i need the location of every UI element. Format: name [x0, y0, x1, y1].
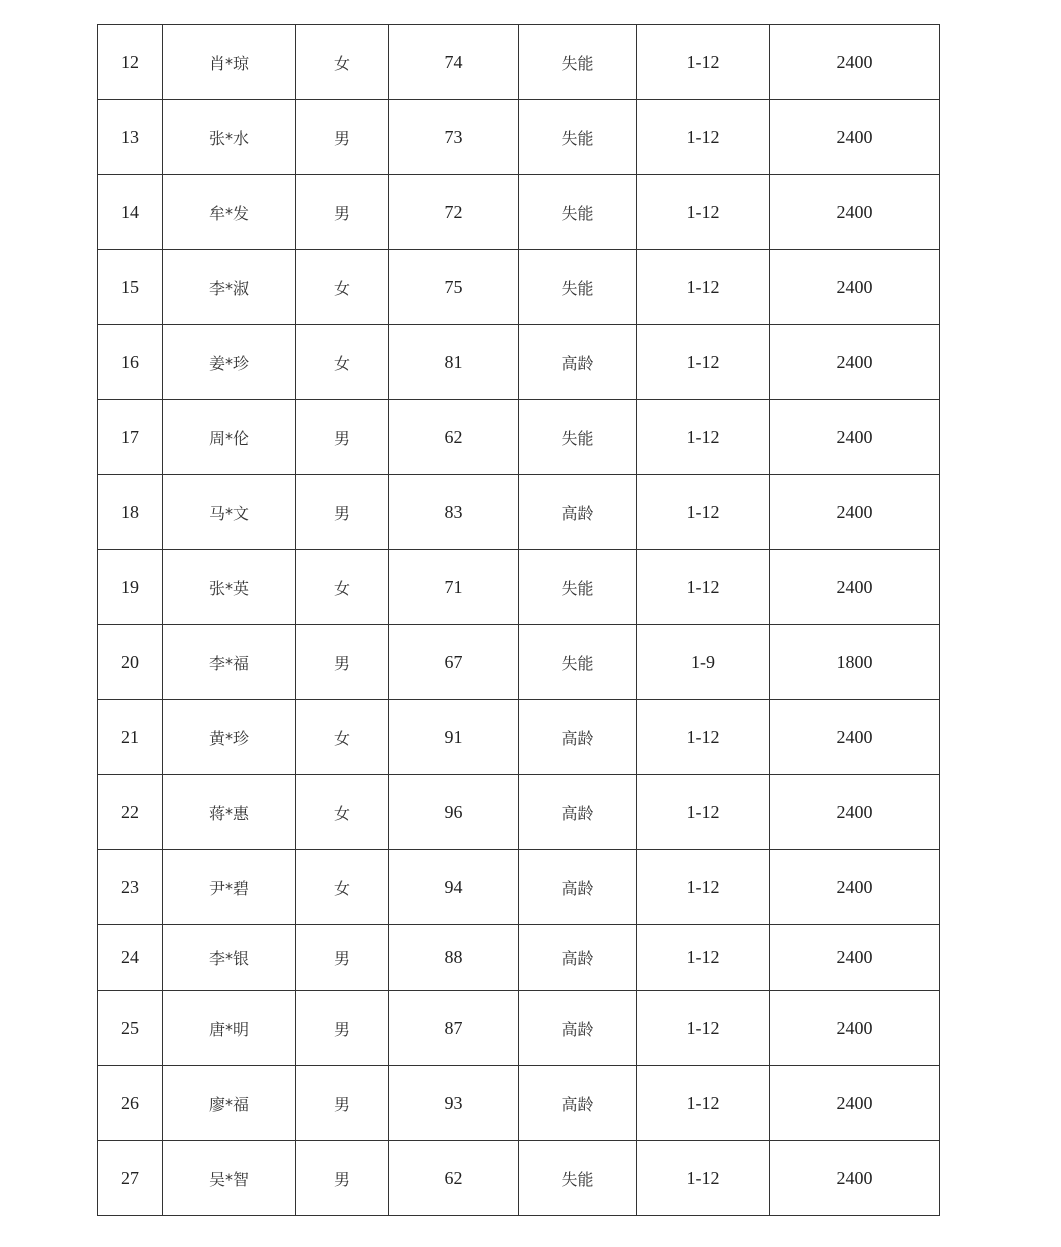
age: 74 — [389, 25, 519, 100]
person-name: 姜*珍 — [163, 325, 296, 400]
person-name: 肖*琼 — [163, 25, 296, 100]
subsidy-category: 失能 — [519, 100, 637, 175]
subsidy-amount: 2400 — [770, 25, 940, 100]
age: 62 — [389, 400, 519, 475]
month-range: 1-12 — [637, 1141, 770, 1216]
table-row — [98, 700, 940, 775]
gender: 女 — [296, 550, 389, 625]
gender: 女 — [296, 25, 389, 100]
month-range: 1-12 — [637, 250, 770, 325]
person-name: 张*英 — [163, 550, 296, 625]
row-number: 21 — [98, 700, 163, 775]
row-number: 18 — [98, 475, 163, 550]
gender: 男 — [296, 1066, 389, 1141]
subsidy-amount: 2400 — [770, 400, 940, 475]
subsidy-amount: 2400 — [770, 1141, 940, 1216]
gender: 男 — [296, 925, 389, 991]
month-range: 1-12 — [637, 400, 770, 475]
person-name: 李*淑 — [163, 250, 296, 325]
subsidy-roster-table — [97, 24, 940, 1216]
gender: 女 — [296, 250, 389, 325]
month-range: 1-12 — [637, 700, 770, 775]
month-range: 1-12 — [637, 175, 770, 250]
subsidy-amount: 2400 — [770, 325, 940, 400]
table-row — [98, 175, 940, 250]
subsidy-amount: 2400 — [770, 1066, 940, 1141]
subsidy-amount: 2400 — [770, 991, 940, 1066]
subsidy-amount: 2400 — [770, 100, 940, 175]
row-number: 16 — [98, 325, 163, 400]
person-name: 尹*碧 — [163, 850, 296, 925]
age: 81 — [389, 325, 519, 400]
gender: 女 — [296, 325, 389, 400]
person-name: 吴*智 — [163, 1141, 296, 1216]
gender: 男 — [296, 475, 389, 550]
subsidy-category: 失能 — [519, 250, 637, 325]
row-number: 13 — [98, 100, 163, 175]
row-number: 20 — [98, 625, 163, 700]
age: 75 — [389, 250, 519, 325]
subsidy-amount: 2400 — [770, 775, 940, 850]
gender: 女 — [296, 775, 389, 850]
month-range: 1-12 — [637, 25, 770, 100]
gender: 男 — [296, 1141, 389, 1216]
subsidy-category: 失能 — [519, 1141, 637, 1216]
month-range: 1-12 — [637, 775, 770, 850]
age: 94 — [389, 850, 519, 925]
row-number: 19 — [98, 550, 163, 625]
row-number: 12 — [98, 25, 163, 100]
subsidy-amount: 2400 — [770, 175, 940, 250]
table-row — [98, 850, 940, 925]
age: 87 — [389, 991, 519, 1066]
age: 62 — [389, 1141, 519, 1216]
person-name: 张*水 — [163, 100, 296, 175]
roster-body — [98, 25, 940, 1216]
table-row — [98, 475, 940, 550]
age: 96 — [389, 775, 519, 850]
subsidy-amount: 2400 — [770, 700, 940, 775]
subsidy-category: 高龄 — [519, 850, 637, 925]
gender: 男 — [296, 991, 389, 1066]
table-row — [98, 100, 940, 175]
subsidy-category: 失能 — [519, 175, 637, 250]
table-row — [98, 775, 940, 850]
person-name: 李*福 — [163, 625, 296, 700]
month-range: 1-12 — [637, 475, 770, 550]
month-range: 1-9 — [637, 625, 770, 700]
subsidy-amount: 2400 — [770, 550, 940, 625]
row-number: 14 — [98, 175, 163, 250]
age: 72 — [389, 175, 519, 250]
row-number: 26 — [98, 1066, 163, 1141]
subsidy-category: 高龄 — [519, 925, 637, 991]
subsidy-category: 失能 — [519, 400, 637, 475]
person-name: 马*文 — [163, 475, 296, 550]
row-number: 25 — [98, 991, 163, 1066]
person-name: 牟*发 — [163, 175, 296, 250]
month-range: 1-12 — [637, 925, 770, 991]
table-row — [98, 400, 940, 475]
person-name: 廖*福 — [163, 1066, 296, 1141]
month-range: 1-12 — [637, 100, 770, 175]
table-row — [98, 925, 940, 991]
age: 88 — [389, 925, 519, 991]
subsidy-category: 高龄 — [519, 700, 637, 775]
subsidy-category: 高龄 — [519, 325, 637, 400]
table-row — [98, 325, 940, 400]
subsidy-category: 高龄 — [519, 1066, 637, 1141]
table-row — [98, 1141, 940, 1216]
table-row — [98, 550, 940, 625]
person-name: 黄*珍 — [163, 700, 296, 775]
age: 67 — [389, 625, 519, 700]
table-row — [98, 250, 940, 325]
person-name: 周*伦 — [163, 400, 296, 475]
gender: 女 — [296, 700, 389, 775]
month-range: 1-12 — [637, 850, 770, 925]
table-row — [98, 625, 940, 700]
table-row — [98, 991, 940, 1066]
age: 91 — [389, 700, 519, 775]
row-number: 27 — [98, 1141, 163, 1216]
row-number: 23 — [98, 850, 163, 925]
subsidy-category: 失能 — [519, 625, 637, 700]
month-range: 1-12 — [637, 550, 770, 625]
month-range: 1-12 — [637, 325, 770, 400]
person-name: 唐*明 — [163, 991, 296, 1066]
month-range: 1-12 — [637, 991, 770, 1066]
table-row — [98, 25, 940, 100]
age: 93 — [389, 1066, 519, 1141]
row-number: 15 — [98, 250, 163, 325]
subsidy-category: 高龄 — [519, 775, 637, 850]
gender: 男 — [296, 400, 389, 475]
subsidy-amount: 2400 — [770, 925, 940, 991]
subsidy-amount: 1800 — [770, 625, 940, 700]
subsidy-amount: 2400 — [770, 250, 940, 325]
row-number: 24 — [98, 925, 163, 991]
table-row — [98, 1066, 940, 1141]
row-number: 22 — [98, 775, 163, 850]
gender: 男 — [296, 100, 389, 175]
subsidy-category: 高龄 — [519, 991, 637, 1066]
gender: 女 — [296, 850, 389, 925]
subsidy-category: 失能 — [519, 25, 637, 100]
subsidy-category: 失能 — [519, 550, 637, 625]
person-name: 李*银 — [163, 925, 296, 991]
subsidy-amount: 2400 — [770, 475, 940, 550]
age: 71 — [389, 550, 519, 625]
gender: 男 — [296, 625, 389, 700]
gender: 男 — [296, 175, 389, 250]
person-name: 蒋*惠 — [163, 775, 296, 850]
row-number: 17 — [98, 400, 163, 475]
subsidy-amount: 2400 — [770, 850, 940, 925]
age: 83 — [389, 475, 519, 550]
month-range: 1-12 — [637, 1066, 770, 1141]
age: 73 — [389, 100, 519, 175]
subsidy-category: 高龄 — [519, 475, 637, 550]
